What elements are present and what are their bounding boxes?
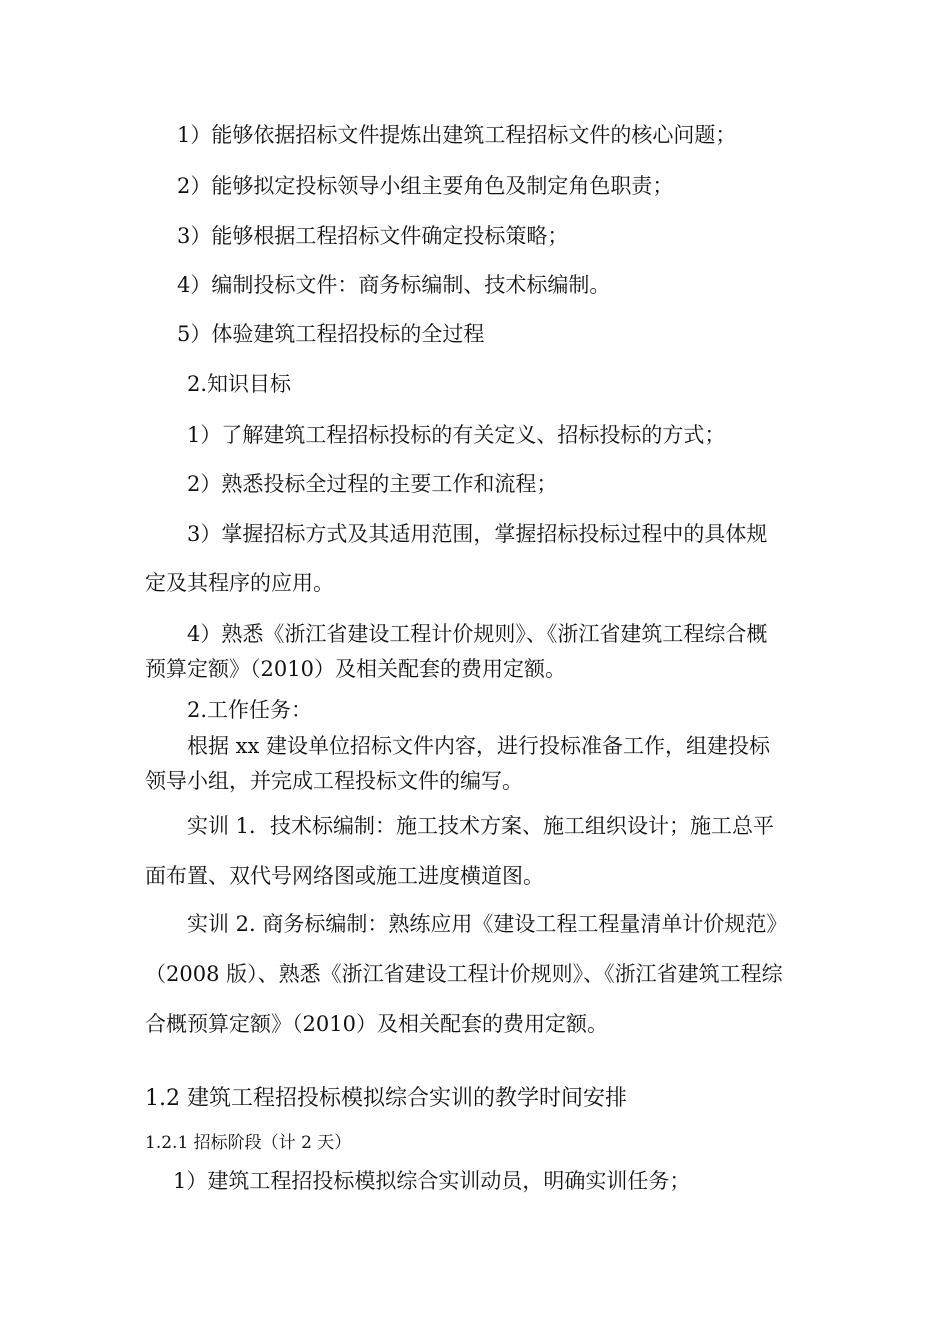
task-desc-line-1: 根据 xx 建设单位招标文件内容，进行投标准备工作，组建投标 xyxy=(187,734,771,758)
train-2-line-2: （2008 版）、熟悉《浙江省建设工程计价规则》、《浙江省建筑工程综 xyxy=(145,962,783,986)
knowledge-item-2: 2）熟悉投标全过程的主要工作和流程； xyxy=(187,472,558,496)
skill-goal-1: 1）能够依据招标文件提炼出建筑工程招标文件的核心问题； xyxy=(177,123,737,147)
knowledge-item-4-line-2: 预算定额》（2010）及相关配套的费用定额。 xyxy=(145,657,566,681)
train-2-line-3: 合概预算定额》（2010）及相关配套的费用定额。 xyxy=(145,1012,608,1036)
skill-goal-2: 2）能够拟定投标领导小组主要角色及制定角色职责； xyxy=(177,174,674,198)
task-desc-line-2: 领导小组，并完成工程投标文件的编写。 xyxy=(145,769,523,793)
train-2-line-1: 实训 2. 商务标编制：熟练应用《建设工程工程量清单计价规范》 xyxy=(187,912,788,936)
section-subheading: 1.2.1 招标阶段（计 2 天） xyxy=(145,1133,352,1153)
task-title: 2.工作任务： xyxy=(187,698,313,722)
knowledge-title: 2.知识目标 xyxy=(187,372,292,396)
knowledge-item-3-line-2: 定及其程序的应用。 xyxy=(145,571,334,595)
section-item-1: 1）建筑工程招投标模拟综合实训动员，明确实训任务； xyxy=(173,1169,691,1193)
skill-goal-3: 3）能够根据工程招标文件确定投标策略； xyxy=(177,224,569,248)
skill-goal-4: 4）编制投标文件：商务标编制、技术标编制。 xyxy=(177,273,611,297)
skill-goal-5: 5）体验建筑工程招投标的全过程 xyxy=(177,322,485,346)
section-heading: 1.2 建筑工程招投标模拟综合实训的教学时间安排 xyxy=(145,1086,627,1111)
knowledge-item-1: 1）了解建筑工程招标投标的有关定义、招标投标的方式； xyxy=(187,423,726,447)
knowledge-item-3-line-1: 3）掌握招标方式及其适用范围，掌握招标投标过程中的具体规 xyxy=(187,522,768,546)
knowledge-item-4-line-1: 4）熟悉《浙江省建设工程计价规则》、《浙江省建筑工程综合概 xyxy=(187,622,768,646)
train-1-line-1: 实训 1．技术标编制：施工技术方案、施工组织设计；施工总平 xyxy=(187,814,775,838)
train-1-line-2: 面布置、双代号网络图或施工进度横道图。 xyxy=(145,864,544,888)
